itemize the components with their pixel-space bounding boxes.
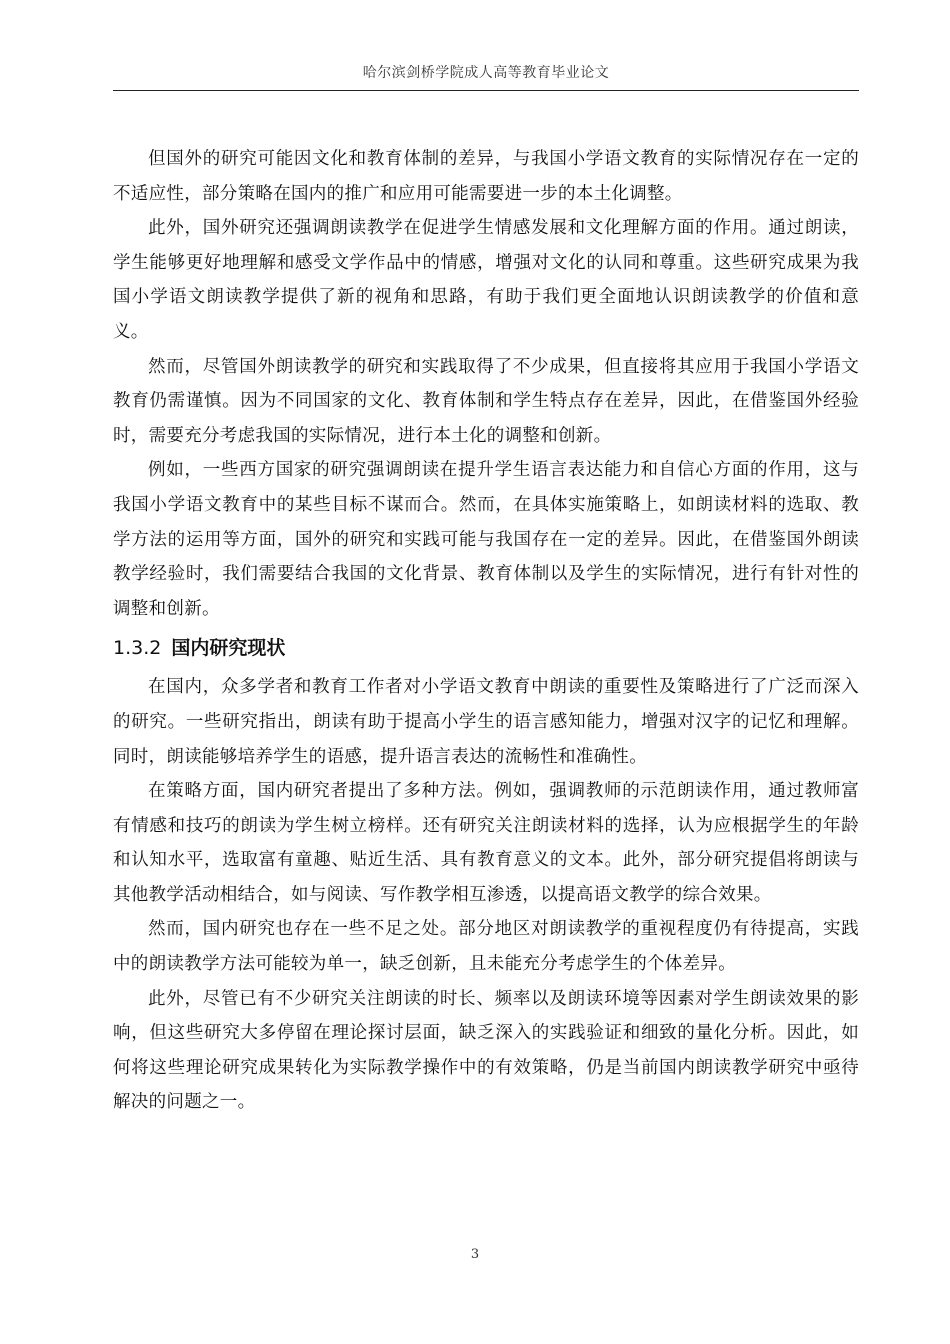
page-header	[113, 64, 859, 91]
page-body	[113, 142, 859, 1120]
section-heading	[113, 626, 859, 670]
body-paragraph: 例如，一些西方国家的研究强调朗读在提升学生语言表达能力和自信心方面的作用，这与我国小学语文教育中的某些目标不谋而合。然而，在具体实施策略上，如朗读材料的选取、教学方法的运用等方面，国外的研究和实践可能与我国存在一定的差异。因此，在借鉴国外朗读教学经验时，我们需要结合我国的文化背景、教育体制以及学生的实际情况，进行有针对性的调整和创新。	[113, 460, 859, 619]
body-paragraph: 但国外的研究可能因文化和教育体制的差异，与我国小学语文教育的实际情况存在一定的不适应性，部分策略在国内的推广和应用可能需要进一步的本土化调整。	[113, 149, 859, 204]
body-paragraph: 此外，尽管已有不少研究关注朗读的时长、频率以及朗读环境等因素对学生朗读效果的影响，但这些研究大多停留在理论探讨层面，缺乏深入的实践验证和细致的量化分析。因此，如何将这些理论研究成果转化为实际教学操作中的有效策略，仍是当前国内朗读教学研究中亟待解决的问题之一。	[113, 988, 859, 1113]
section-number: 1.3.2	[113, 637, 162, 660]
page-number: 3	[470, 1247, 480, 1262]
body-paragraph: 然而，尽管国外朗读教学的研究和实践取得了不少成果，但直接将其应用于我国小学语文教育仍需谨慎。因为不同国家的文化、教育体制和学生特点存在差异，因此，在借鉴国外经验时，需要充分考虑我国的实际情况，进行本土化的调整和创新。	[113, 356, 859, 446]
header-title: 哈尔滨剑桥学院成人高等教育毕业论文	[362, 65, 610, 81]
body-paragraph: 在国内，众多学者和教育工作者对小学语文教育中朗读的重要性及策略进行了广泛而深入的研究。一些研究指出，朗读有助于提高小学生的语言感知能力，增强对汉字的记忆和理解。同时，朗读能够培养学生的语感，提升语言表达的流畅性和准确性。	[113, 677, 859, 767]
body-paragraph: 在策略方面，国内研究者提出了多种方法。例如，强调教师的示范朗读作用，通过教师富有情感和技巧的朗读为学生树立榜样。还有研究关注朗读材料的选择，认为应根据学生的年龄和认知水平，选取富有童趣、贴近生活、具有教育意义的文本。此外，部分研究提倡将朗读与其他教学活动相结合，如与阅读、写作教学相互渗透，以提高语文教学的综合效果。	[113, 781, 859, 905]
body-paragraph: 此外，国外研究还强调朗读教学在促进学生情感发展和文化理解方面的作用。通过朗读，学生能够更好地理解和感受文学作品中的情感，增强对文化的认同和尊重。这些研究成果为我国小学语文朗读教学提供了新的视角和思路，有助于我们更全面地认识朗读教学的价值和意义。	[113, 218, 859, 342]
section-title: 国内研究现状	[171, 637, 286, 660]
body-paragraph: 然而，国内研究也存在一些不足之处。部分地区对朗读教学的重视程度仍有待提高，实践中的朗读教学方法可能较为单一，缺乏创新，且未能充分考虑学生的个体差异。	[113, 919, 859, 975]
